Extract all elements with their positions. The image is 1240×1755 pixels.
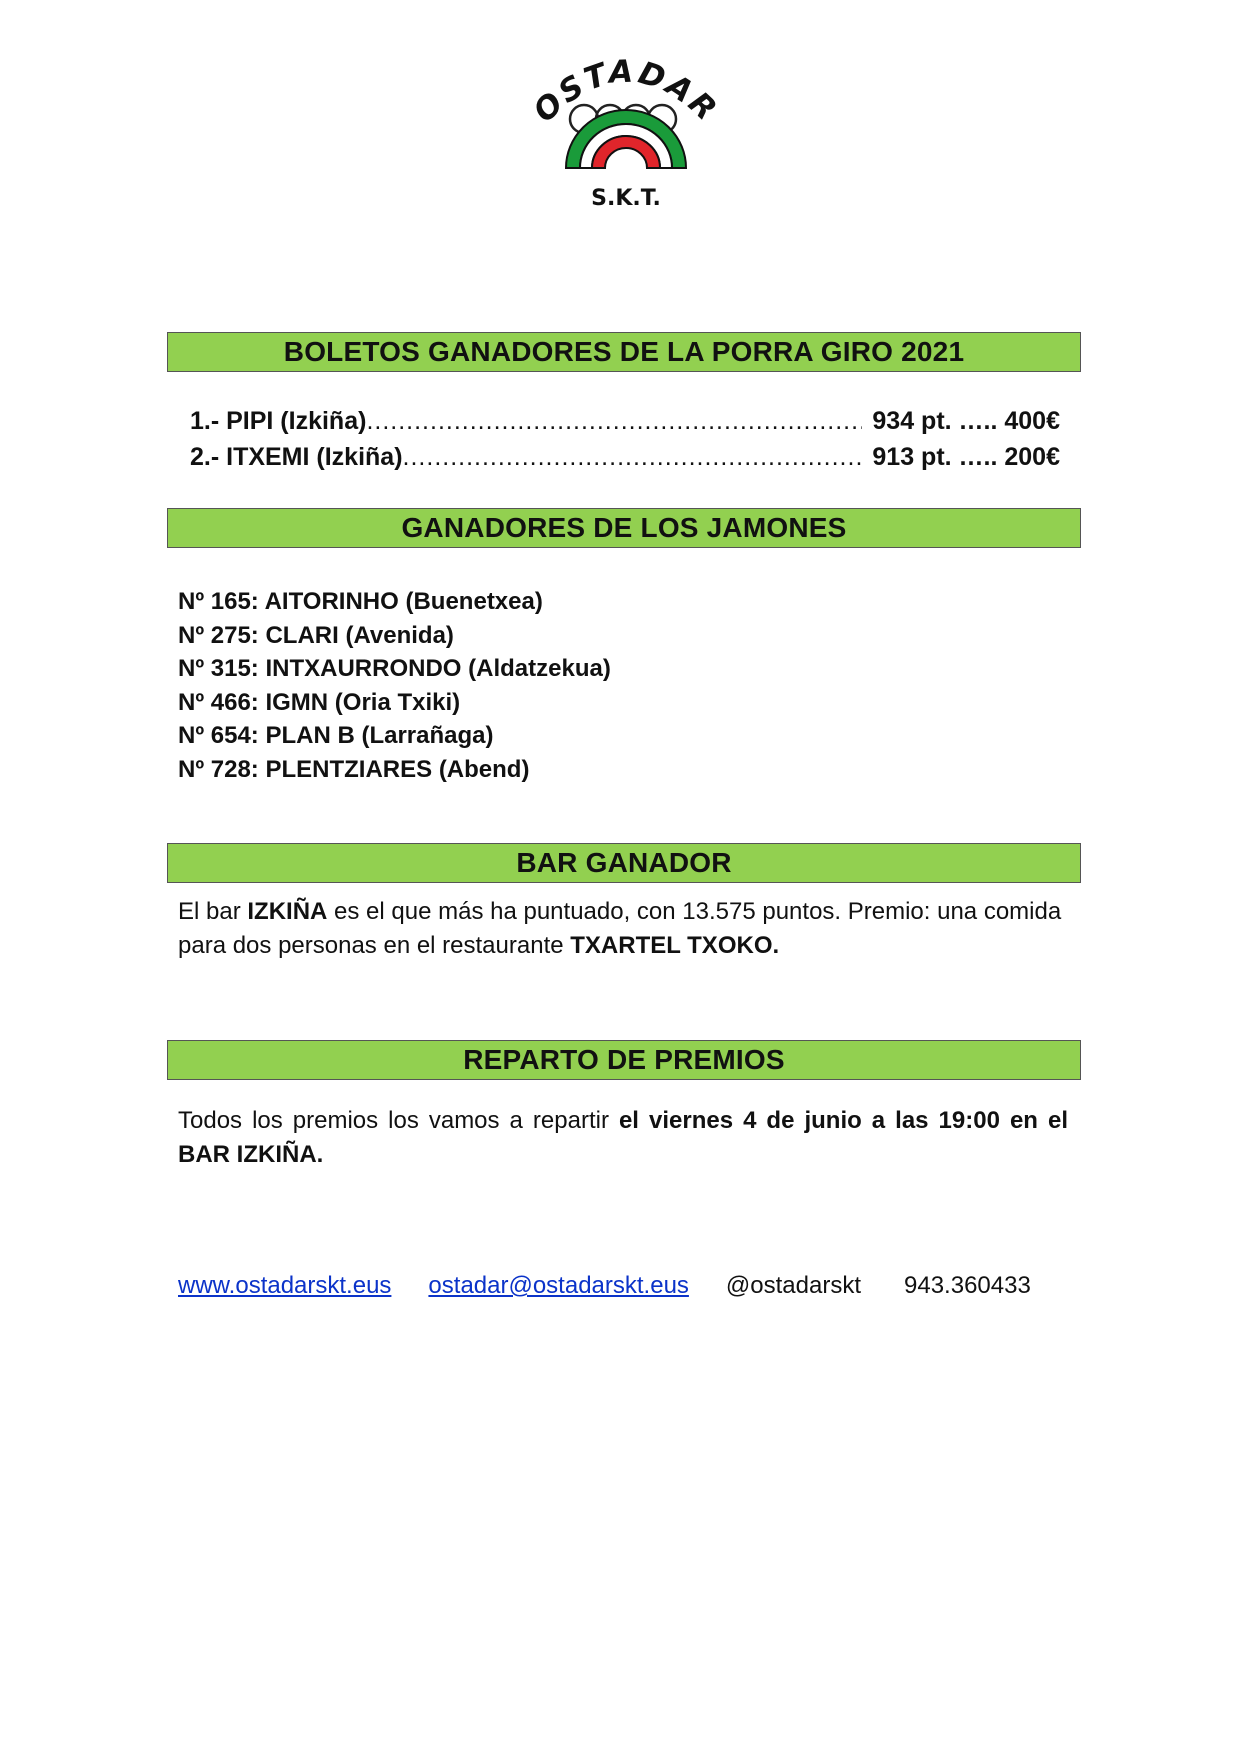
reparto-section-title: REPARTO DE PREMIOS	[463, 1044, 785, 1075]
prize-row-2	[190, 443, 1060, 472]
bar-winner-paragraph	[178, 895, 1068, 963]
restaurant-name: TXARTEL TXOKO.	[570, 932, 780, 959]
prize-1-name: 1.- PIPI (Izkiña)	[190, 407, 367, 435]
leader-dots	[403, 443, 863, 472]
jamones-section-title: GANADORES DE LOS JAMONES	[401, 512, 847, 543]
ostadar-logo	[536, 50, 716, 210]
logo-subtitle: S.K.T.	[591, 186, 661, 210]
prize-2-points: 913 pt. ….. 200€	[872, 443, 1060, 471]
email-link[interactable]: ostadar@ostadarskt.eus	[428, 1272, 689, 1299]
reparto-text-1: Todos los premios los vamos a repartir	[178, 1107, 619, 1134]
reparto-paragraph	[178, 1104, 1068, 1172]
ostadar-logo-graphic	[536, 50, 716, 210]
jamones-section-header	[167, 508, 1081, 548]
bar-name: IZKIÑA	[247, 898, 328, 925]
bar-text-1: El bar	[178, 898, 248, 925]
list-item: Nº 165: AITORINHO (Buenetxea)	[178, 588, 543, 615]
phone-number: 943.360433	[904, 1272, 1031, 1299]
bar-section-title: BAR GANADOR	[516, 847, 732, 878]
bar-section-header	[167, 843, 1081, 883]
bar-text-2: es el que más ha puntuado, con 13.575 puntos. Premio: una comida para dos personas en el restaurante	[178, 898, 1062, 959]
website-link[interactable]: www.ostadarskt.eus	[178, 1272, 392, 1299]
reparto-section-header	[167, 1040, 1081, 1080]
list-item: Nº 728: PLENTZIARES (Abend)	[178, 755, 530, 783]
prize-1-points: 934 pt. ….. 400€	[872, 407, 1060, 435]
list-item: Nº 466: IGMN (Oria Txiki)	[178, 688, 461, 716]
porra-section-header	[167, 332, 1081, 372]
logo-wordmark: STADA	[552, 53, 702, 113]
list-item: Nº 315: INTXAURRONDO (Aldatzekua)	[178, 655, 611, 683]
prize-2-name: 2.- ITXEMI (Izkiña)	[190, 443, 403, 471]
ham-winners-list	[178, 585, 611, 787]
porra-section-title: BOLETOS GANADORES DE LA PORRA GIRO 2021	[283, 336, 965, 367]
leader-dots	[366, 407, 862, 436]
list-item: Nº 275: CLARI (Avenida)	[178, 621, 454, 649]
reparto-details: el viernes 4 de junio a las 19:00 en el BAR IZKIÑA.	[178, 1107, 1068, 1168]
rainbow-icon	[566, 110, 686, 168]
contact-footer	[178, 1272, 1078, 1300]
social-handle: @ostadarskt	[725, 1272, 862, 1299]
list-item: Nº 654: PLAN B (Larrañaga)	[178, 722, 494, 750]
prize-row-1	[190, 407, 1060, 436]
